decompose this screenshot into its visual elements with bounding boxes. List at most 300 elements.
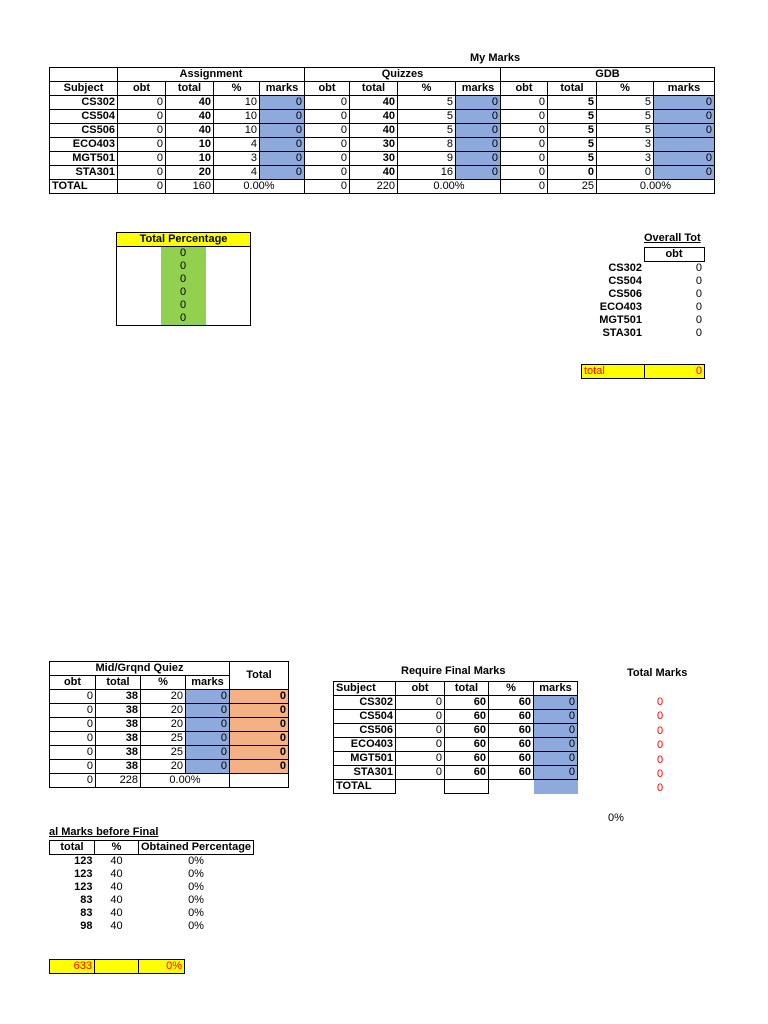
total-cell: 0 bbox=[230, 760, 289, 774]
value-cell: 83 bbox=[80, 907, 93, 919]
blank-cell bbox=[117, 299, 161, 312]
total-marks-value: 0 bbox=[656, 753, 664, 766]
group-header-row bbox=[50, 68, 715, 82]
table-row bbox=[117, 247, 251, 261]
marks-cell: 0 bbox=[654, 166, 715, 180]
table-row bbox=[50, 704, 289, 718]
value-cell: 0 bbox=[50, 690, 96, 704]
total-marks-value: 0 bbox=[656, 724, 664, 737]
blank-cell bbox=[206, 273, 251, 286]
value-cell: 3 bbox=[214, 152, 260, 166]
percentage-cell: 0 bbox=[161, 312, 206, 326]
marks-cell: 0 bbox=[186, 746, 230, 760]
blank-cell bbox=[117, 273, 161, 286]
column-header: obt bbox=[501, 82, 548, 96]
value-cell: 60 bbox=[445, 738, 489, 752]
marks-cell: 0 bbox=[654, 152, 715, 166]
value-cell: 38 bbox=[96, 718, 141, 732]
table-row bbox=[50, 152, 715, 166]
value-cell: 40 bbox=[350, 96, 398, 110]
column-header: total bbox=[445, 682, 489, 696]
overall-total-title: Overall Tot bbox=[644, 232, 701, 244]
value-cell: 60 bbox=[489, 752, 534, 766]
value-cell: 40 bbox=[166, 110, 214, 124]
final-total-row bbox=[334, 780, 578, 794]
column-header: marks bbox=[456, 82, 501, 96]
value-cell: 60 bbox=[445, 752, 489, 766]
value-cell: 123 bbox=[74, 868, 93, 880]
column-header: obt bbox=[118, 82, 166, 96]
percent-cell: 0% bbox=[188, 894, 204, 906]
percent-cell: 0.00% bbox=[214, 180, 305, 194]
table-row bbox=[334, 752, 578, 766]
table-row bbox=[117, 273, 251, 286]
column-header: marks bbox=[534, 682, 578, 696]
table-row bbox=[117, 299, 251, 312]
value-cell: 10 bbox=[214, 124, 260, 138]
table-row bbox=[117, 286, 251, 299]
column-header: total bbox=[96, 676, 141, 690]
value-cell: 5 bbox=[548, 110, 597, 124]
table-row bbox=[50, 760, 289, 774]
blank-cell bbox=[206, 299, 251, 312]
value-cell: 0 bbox=[305, 152, 350, 166]
value-cell: 5 bbox=[398, 110, 456, 124]
value-cell: 40 bbox=[110, 881, 123, 893]
total-marks-value: 0 bbox=[656, 696, 664, 708]
value-cell: 60 bbox=[489, 766, 534, 780]
marks-cell: 0 bbox=[456, 152, 501, 166]
subject-cell: CS504 bbox=[334, 710, 396, 724]
value-cell: 0 bbox=[305, 110, 350, 124]
value-cell: 0 bbox=[50, 774, 96, 788]
percentage-cell: 0 bbox=[161, 299, 206, 312]
table-row bbox=[50, 124, 715, 138]
marks-cell: 0 bbox=[260, 124, 305, 138]
value-cell: 0 bbox=[501, 180, 548, 194]
percentage-cell: 0 bbox=[161, 260, 206, 273]
marks-cell: 0 bbox=[654, 96, 715, 110]
total-cell: 0 bbox=[230, 704, 289, 718]
percent-cell: 0% bbox=[188, 868, 204, 880]
marks-cell: 0 bbox=[456, 110, 501, 124]
value-cell: 0 bbox=[50, 704, 96, 718]
marks-cell: 0 bbox=[534, 710, 578, 724]
marks-cell: 0 bbox=[260, 96, 305, 110]
value-cell: 98 bbox=[80, 920, 93, 932]
subject-cell: MGT501 bbox=[334, 752, 396, 766]
value-cell: 0 bbox=[396, 738, 445, 752]
marks-cell: 0 bbox=[260, 110, 305, 124]
value-cell: 40 bbox=[166, 96, 214, 110]
total-cell: 0 bbox=[230, 732, 289, 746]
subject-cell: ECO403 bbox=[334, 738, 396, 752]
percent-cell: 0% bbox=[188, 855, 204, 867]
table-row bbox=[50, 868, 254, 881]
value-cell: 5 bbox=[398, 96, 456, 110]
marks-cell: 0 bbox=[186, 690, 230, 704]
before-final-sum-total: 633 bbox=[50, 960, 95, 974]
group-quizzes-header: Quizzes bbox=[305, 68, 501, 82]
marks-cell: 0 bbox=[534, 724, 578, 738]
column-header: Obtained Percentage bbox=[139, 841, 254, 855]
mid-title: Mid/Grqnd Quiez bbox=[50, 662, 230, 676]
value-cell: 60 bbox=[489, 710, 534, 724]
value-cell: 0 bbox=[305, 166, 350, 180]
subject-cell: STA301 bbox=[50, 166, 118, 180]
value-cell: 0 bbox=[305, 96, 350, 110]
tp-header-row bbox=[117, 233, 251, 247]
total-marks-value: 0 bbox=[656, 782, 664, 795]
value-cell: 228 bbox=[96, 774, 141, 788]
marks-cell: 0 bbox=[186, 760, 230, 774]
subject-cell: MGT501 bbox=[50, 152, 118, 166]
marks-cell: 0 bbox=[260, 138, 305, 152]
group-assignment-header: Assignment bbox=[118, 68, 305, 82]
column-header: marks bbox=[260, 82, 305, 96]
total-marks-percent: 0% bbox=[608, 812, 624, 824]
value-cell: 0 bbox=[118, 180, 166, 194]
marks-cell bbox=[534, 780, 578, 794]
value-cell: 0 bbox=[695, 314, 702, 326]
column-header: % bbox=[489, 682, 534, 696]
column-header: marks bbox=[654, 82, 715, 96]
value-cell: 0 bbox=[118, 124, 166, 138]
column-header: obt bbox=[396, 682, 445, 696]
marks-cell: 0 bbox=[260, 166, 305, 180]
value-cell: 5 bbox=[597, 96, 654, 110]
subject-cell: CS506 bbox=[608, 288, 642, 300]
total-percentage-header: Total Percentage bbox=[117, 233, 251, 247]
value-cell: 16 bbox=[398, 166, 456, 180]
table-row bbox=[583, 288, 704, 301]
marks-cell: 0 bbox=[456, 138, 501, 152]
value-cell: 0 bbox=[396, 696, 445, 710]
total-cell: 0 bbox=[230, 746, 289, 760]
value-cell: 38 bbox=[96, 760, 141, 774]
value-cell: 123 bbox=[74, 881, 93, 893]
value-cell: 10 bbox=[166, 138, 214, 152]
value-cell: 5 bbox=[597, 110, 654, 124]
subject-cell: STA301 bbox=[602, 327, 642, 339]
blank-cell bbox=[117, 247, 161, 261]
table-row bbox=[50, 110, 715, 124]
table-row bbox=[50, 746, 289, 760]
before-final-title: al Marks before Final bbox=[49, 826, 159, 838]
overall-total-value: 0 bbox=[645, 365, 705, 379]
table-row bbox=[50, 881, 254, 894]
total-row bbox=[50, 180, 715, 194]
percent-cell: 0.00% bbox=[141, 774, 230, 788]
value-cell: 0 bbox=[50, 718, 96, 732]
subject-cell: ECO403 bbox=[50, 138, 118, 152]
percent-cell: 0.00% bbox=[398, 180, 501, 194]
value-cell: 160 bbox=[166, 180, 214, 194]
table-row bbox=[583, 314, 704, 327]
table-row bbox=[334, 724, 578, 738]
value-cell: 60 bbox=[489, 738, 534, 752]
total-label: TOTAL bbox=[50, 180, 118, 194]
subject-cell: STA301 bbox=[334, 766, 396, 780]
table-row bbox=[334, 710, 578, 724]
final-header-row bbox=[334, 682, 578, 696]
overall-total-label: total bbox=[582, 365, 645, 379]
blank-cell bbox=[230, 774, 289, 788]
table-row bbox=[117, 260, 251, 273]
percent-cell: 0% bbox=[188, 881, 204, 893]
blank-cell bbox=[50, 68, 118, 82]
subject-cell: MGT501 bbox=[599, 314, 642, 326]
table-row bbox=[50, 690, 289, 704]
value-cell: 40 bbox=[110, 894, 123, 906]
total-marks-column bbox=[640, 695, 680, 796]
marks-cell: 0 bbox=[654, 110, 715, 124]
value-cell: 0 bbox=[50, 732, 96, 746]
column-header: total bbox=[166, 82, 214, 96]
subject-cell: CS506 bbox=[334, 724, 396, 738]
marks-cell: 0 bbox=[186, 732, 230, 746]
value-cell: 0 bbox=[501, 110, 548, 124]
value-cell: 0 bbox=[501, 124, 548, 138]
value-cell: 10 bbox=[166, 152, 214, 166]
table-row bbox=[50, 718, 289, 732]
value-cell: 0 bbox=[118, 152, 166, 166]
column-header: marks bbox=[186, 676, 230, 690]
subject-cell: CS302 bbox=[50, 96, 118, 110]
overall-obt-header: obt bbox=[644, 248, 704, 262]
value-cell: 40 bbox=[350, 124, 398, 138]
percent-cell: 0% bbox=[188, 920, 204, 932]
value-cell: 9 bbox=[398, 152, 456, 166]
value-cell: 4 bbox=[214, 138, 260, 152]
value-cell: 0 bbox=[396, 710, 445, 724]
overall-table bbox=[583, 247, 705, 340]
table-row bbox=[583, 327, 704, 340]
table-row bbox=[50, 96, 715, 110]
mid-title-row bbox=[50, 662, 289, 676]
require-final-title: Require Final Marks bbox=[401, 665, 506, 677]
value-cell: 5 bbox=[398, 124, 456, 138]
value-cell: 0 bbox=[50, 760, 96, 774]
table-row bbox=[50, 894, 254, 907]
value-cell: 30 bbox=[350, 138, 398, 152]
table-row bbox=[117, 312, 251, 326]
value-cell: 20 bbox=[141, 760, 186, 774]
percentage-cell: 0 bbox=[161, 273, 206, 286]
value-cell: 0 bbox=[501, 152, 548, 166]
marks-cell: 0 bbox=[654, 124, 715, 138]
column-header: total bbox=[50, 841, 95, 855]
marks-cell: 0 bbox=[456, 124, 501, 138]
value-cell: 0 bbox=[501, 166, 548, 180]
blank-cell bbox=[396, 780, 445, 794]
value-cell: 20 bbox=[141, 704, 186, 718]
value-cell: 25 bbox=[141, 746, 186, 760]
value-cell: 0 bbox=[118, 138, 166, 152]
marks-cell: 0 bbox=[534, 738, 578, 752]
total-cell: 0 bbox=[230, 718, 289, 732]
value-cell: 0 bbox=[396, 724, 445, 738]
value-cell: 123 bbox=[74, 855, 93, 867]
table-row bbox=[583, 262, 704, 276]
blank-cell bbox=[206, 312, 251, 326]
table-row bbox=[50, 166, 715, 180]
marks-cell: 0 bbox=[260, 152, 305, 166]
percent-cell: 0.00% bbox=[597, 180, 715, 194]
value-cell: 0 bbox=[396, 766, 445, 780]
subject-cell: CS504 bbox=[608, 275, 642, 287]
column-header: % bbox=[214, 82, 260, 96]
value-cell: 30 bbox=[350, 152, 398, 166]
column-header: total bbox=[548, 82, 597, 96]
total-marks-title: Total Marks bbox=[627, 667, 688, 679]
marks-table bbox=[49, 67, 715, 194]
column-header: obt bbox=[305, 82, 350, 96]
value-cell: 20 bbox=[141, 690, 186, 704]
marks-cell: 0 bbox=[456, 166, 501, 180]
value-cell: 83 bbox=[80, 894, 93, 906]
value-cell: 0 bbox=[695, 262, 702, 274]
value-cell: 40 bbox=[166, 124, 214, 138]
mid-total-header: Total bbox=[230, 662, 289, 690]
subject-cell: CS302 bbox=[608, 261, 642, 274]
value-cell: 60 bbox=[445, 710, 489, 724]
column-header: % bbox=[398, 82, 456, 96]
blank-cell bbox=[445, 780, 489, 794]
value-cell: 0 bbox=[548, 166, 597, 180]
value-cell: 5 bbox=[597, 124, 654, 138]
value-cell: 0 bbox=[305, 180, 350, 194]
before-final-sum bbox=[49, 959, 185, 974]
value-cell: 5 bbox=[548, 138, 597, 152]
value-cell: 40 bbox=[110, 868, 123, 880]
marks-cell: 0 bbox=[534, 766, 578, 780]
value-cell: 0 bbox=[305, 124, 350, 138]
bf-header-row bbox=[50, 841, 254, 855]
total-marks-value: 0 bbox=[656, 710, 664, 723]
marks-cell: 0 bbox=[186, 718, 230, 732]
percentage-cell: 0 bbox=[161, 247, 206, 261]
blank-cell bbox=[117, 260, 161, 273]
value-cell: 0 bbox=[501, 96, 548, 110]
column-header: obt bbox=[50, 676, 96, 690]
column-header: % bbox=[95, 841, 139, 855]
before-final-table bbox=[49, 840, 254, 933]
table-row bbox=[334, 738, 578, 752]
table-row bbox=[50, 920, 254, 933]
mid-total-row bbox=[50, 774, 289, 788]
value-cell: 60 bbox=[445, 696, 489, 710]
blank-cell bbox=[117, 312, 161, 326]
value-cell: 20 bbox=[141, 718, 186, 732]
value-cell: 40 bbox=[110, 920, 123, 932]
value-cell: 40 bbox=[350, 166, 398, 180]
column-header-row bbox=[50, 82, 715, 96]
table-row bbox=[50, 138, 715, 152]
value-cell: 38 bbox=[96, 746, 141, 760]
percentage-cell: 0 bbox=[161, 286, 206, 299]
value-cell: 4 bbox=[214, 166, 260, 180]
value-cell: 220 bbox=[350, 180, 398, 194]
value-cell: 40 bbox=[110, 907, 123, 919]
blank-cell bbox=[117, 286, 161, 299]
value-cell: 0 bbox=[695, 301, 702, 313]
table-row bbox=[50, 732, 289, 746]
blank-cell bbox=[489, 780, 534, 794]
subject-cell: CS504 bbox=[50, 110, 118, 124]
column-header: Subject bbox=[334, 682, 396, 696]
marks-cell: 0 bbox=[456, 96, 501, 110]
final-table bbox=[333, 681, 578, 794]
total-percentage-table bbox=[116, 232, 251, 326]
blank-cell bbox=[583, 248, 644, 262]
value-cell: 25 bbox=[141, 732, 186, 746]
value-cell: 5 bbox=[548, 152, 597, 166]
column-header: % bbox=[141, 676, 186, 690]
value-cell: 40 bbox=[110, 855, 123, 867]
marks-cell bbox=[654, 138, 715, 152]
value-cell: 0 bbox=[118, 110, 166, 124]
subject-cell: CS506 bbox=[50, 124, 118, 138]
value-cell: 0 bbox=[695, 327, 702, 339]
table-row bbox=[50, 855, 254, 869]
percent-cell: 0% bbox=[188, 907, 204, 919]
blank-cell bbox=[206, 247, 251, 261]
value-cell: 60 bbox=[489, 724, 534, 738]
overall-total-row bbox=[581, 364, 705, 379]
before-final-sum-pct: 0% bbox=[139, 960, 185, 974]
value-cell: 0 bbox=[695, 275, 702, 287]
column-header: % bbox=[597, 82, 654, 96]
value-cell: 0 bbox=[118, 166, 166, 180]
value-cell: 38 bbox=[96, 690, 141, 704]
value-cell: 0 bbox=[695, 288, 702, 300]
total-marks-value: 0 bbox=[656, 739, 664, 752]
group-gdb-header: GDB bbox=[501, 68, 715, 82]
value-cell: 8 bbox=[398, 138, 456, 152]
total-cell: 0 bbox=[230, 690, 289, 704]
marks-cell: 0 bbox=[534, 696, 578, 710]
value-cell: 10 bbox=[214, 96, 260, 110]
my-marks-title: My Marks bbox=[470, 52, 521, 64]
value-cell: 60 bbox=[445, 766, 489, 780]
value-cell: 60 bbox=[445, 724, 489, 738]
marks-cell: 0 bbox=[534, 752, 578, 766]
column-header: total bbox=[350, 82, 398, 96]
overall-header-row bbox=[583, 248, 704, 262]
value-cell: 38 bbox=[96, 704, 141, 718]
value-cell: 0 bbox=[501, 138, 548, 152]
value-cell: 0 bbox=[597, 166, 654, 180]
mid-table bbox=[49, 661, 289, 788]
value-cell: 0 bbox=[396, 752, 445, 766]
total-label: TOTAL bbox=[334, 780, 396, 794]
marks-cell: 0 bbox=[186, 704, 230, 718]
total-marks-value: 0 bbox=[656, 767, 664, 780]
subject-cell: CS302 bbox=[334, 696, 396, 710]
value-cell: 3 bbox=[597, 152, 654, 166]
value-cell: 3 bbox=[597, 138, 654, 152]
subject-cell: ECO403 bbox=[599, 301, 642, 313]
table-row bbox=[50, 907, 254, 920]
column-header: Subject bbox=[50, 82, 118, 96]
value-cell: 5 bbox=[548, 96, 597, 110]
blank-cell bbox=[206, 260, 251, 273]
value-cell: 38 bbox=[96, 732, 141, 746]
value-cell: 20 bbox=[166, 166, 214, 180]
before-final-sum-blank bbox=[95, 960, 139, 974]
value-cell: 0 bbox=[118, 96, 166, 110]
